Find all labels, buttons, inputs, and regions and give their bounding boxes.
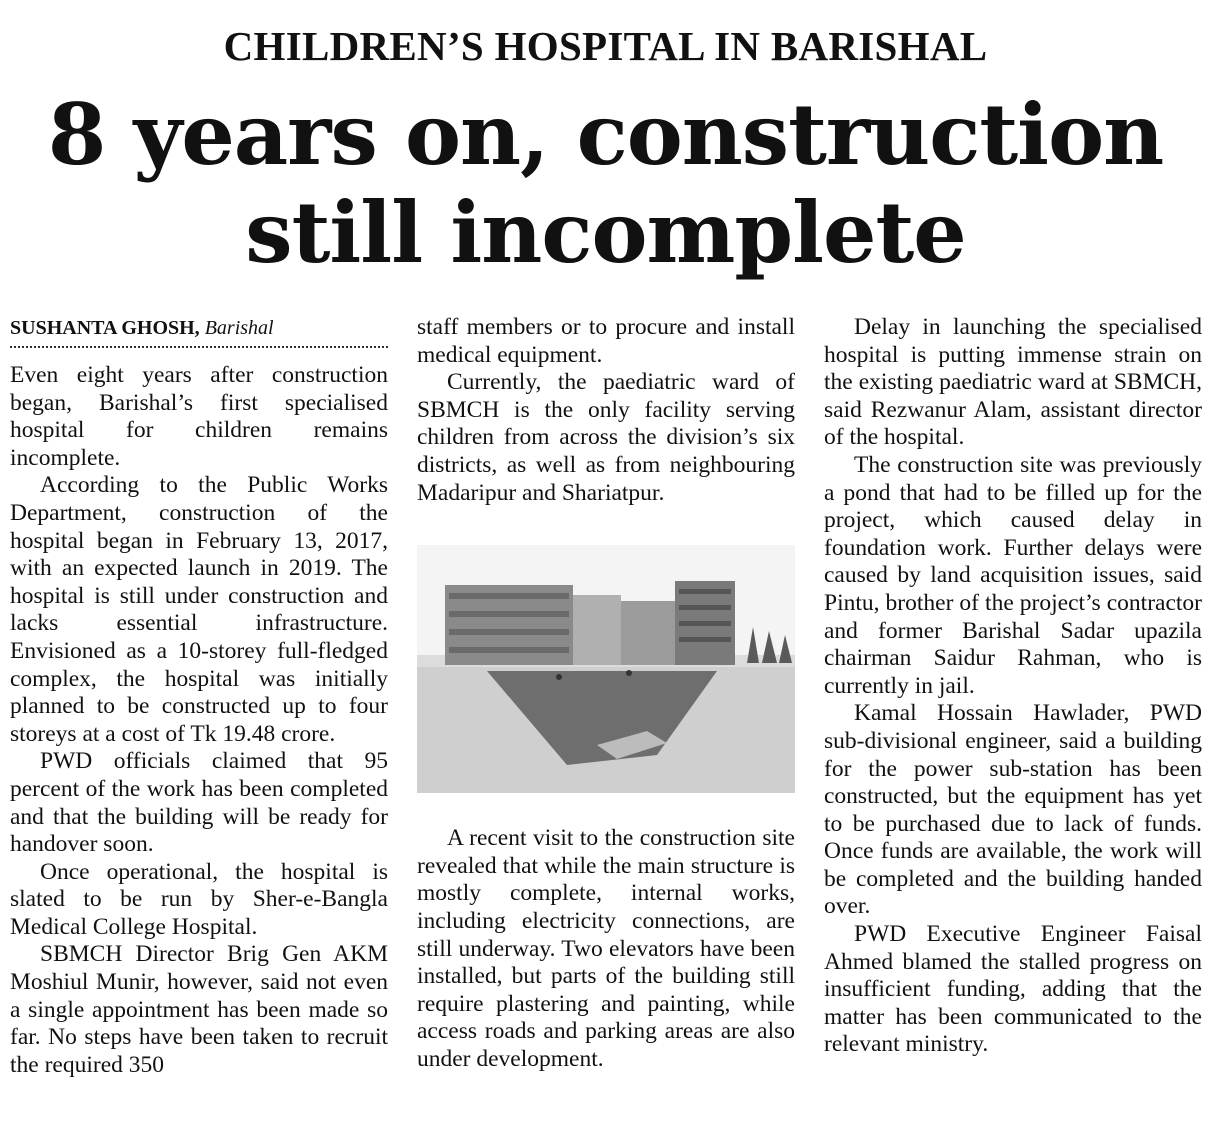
- headline-line-1: 8 years on, construction: [47, 85, 1164, 184]
- paragraph: PWD Executive Engineer Faisal Ahmed blamed the stalled progress on insufficient funding, adding that the matter has been communicated to the relevant ministry.: [824, 921, 1202, 1058]
- headline-line-2: still incomplete: [245, 183, 966, 282]
- column-3: [824, 314, 1202, 1059]
- column-1: [10, 314, 388, 1079]
- paragraph: staff members or to procure and install medical equipment.: [417, 314, 795, 368]
- paragraph: Kamal Hossain Hawlader, PWD sub-divisional engineer, said a building for the power sub-station has been constructed, but the equipment has yet to be purchased due to lack of funds. Once funds are available, the work will be completed and the building handed over.: [824, 700, 1202, 920]
- headline: [0, 86, 1211, 282]
- paragraph: The construction site was previously a pond that had to be filled up for the project, which caused delay in foundation work. Further delays were caused by land acquisition issues, said Pintu, brother of the project’s contractor and former Barishal Sadar upazila chairman Saidur Rahman, who is currently in jail.: [824, 451, 1202, 699]
- paragraph: A recent visit to the construction site revealed that while the main structure is mostly complete, internal works, including electricity connections, are still underway. Two elevators have been installed, but parts of the building still require plastering and painting, while access roads and parking areas are also under development.: [417, 825, 795, 1072]
- paragraph: Even eight years after construction began, Barishal’s first specialised hospital for children remains incomplete.: [10, 362, 388, 471]
- paragraph: Once operational, the hospital is slated to be run by Sher-e-Bangla Medical College Hospital.: [10, 858, 388, 940]
- paragraph: According to the Public Works Department, construction of the hospital began in February 13, 2017, with an expected launch in 2019. The hospital is still under construction and lacks essential infrastructure. Envisioned as a 10-storey full-fledged complex, the hospital was initially planned to be constructed up to four storeys at a cost of Tk 19.48 crore.: [10, 472, 388, 747]
- paragraph: SBMCH Director Brig Gen AKM Moshiul Munir, however, said not even a single appointment has been made so far. No steps have been taken to recruit the required 350: [10, 941, 388, 1078]
- kicker: CHILDREN’S HOSPITAL IN BARISHAL: [223, 23, 988, 69]
- byline-location: Barishal: [204, 317, 274, 339]
- paragraph: Delay in launching the specialised hospital is putting immense strain on the existing paediatric ward at SBMCH, said Rezwanur Alam, assistant director of the hospital.: [824, 314, 1202, 451]
- paragraph: PWD officials claimed that 95 percent of the work has been completed and that the building will be ready for handover soon.: [10, 748, 388, 858]
- paragraph: Currently, the paediatric ward of SBMCH is the only facility serving children from across the division’s six districts, as well as from neighbouring Madaripur and Shariatpur.: [417, 369, 795, 506]
- column-2: [417, 314, 795, 1074]
- hospital-construction-photo: [417, 545, 795, 793]
- byline: [10, 314, 388, 348]
- byline-author: SUSHANTA GHOSH,: [10, 317, 200, 339]
